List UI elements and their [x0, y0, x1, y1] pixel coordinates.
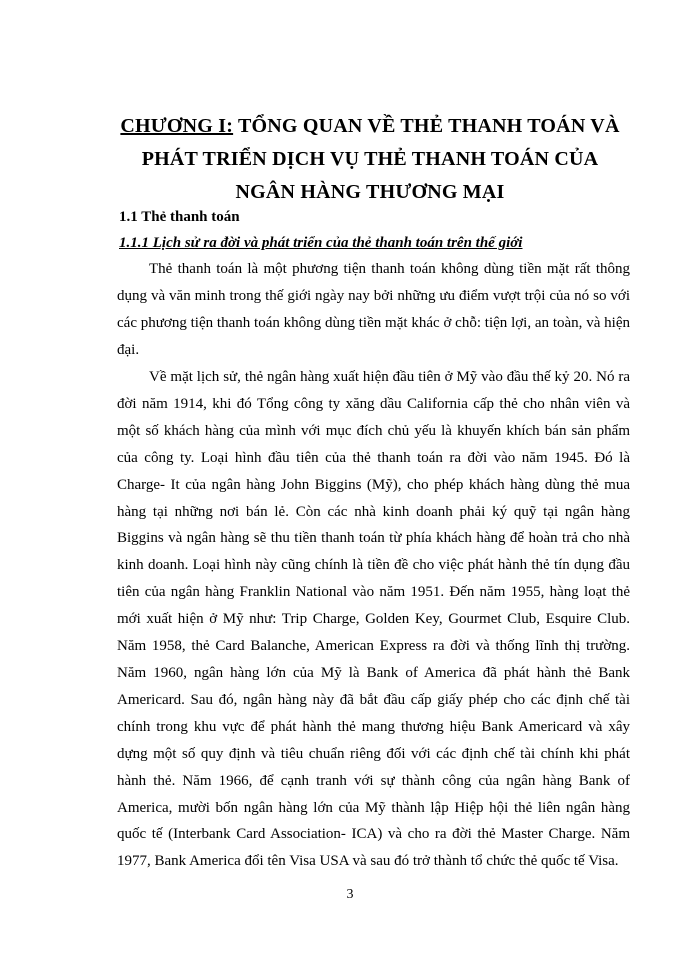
- chapter-title: [110, 110, 630, 209]
- body-paragraph-2: Về mặt lịch sử, thẻ ngân hàng xuất hiện đầu tiên ở Mỹ vào đầu thế kỷ 20. Nó ra đời năm 1914, khi đó Tổng công ty xăng dầu California cấp thẻ cho nhân viên và một số khách hàng của mình với mục đích chủ yếu là khuyến khích bán sản phẩm của công ty. Loại hình đầu tiên của thẻ thanh toán ra đời vào năm 1945. Đó là Charge- It của ngân hàng John Biggins (Mỹ), cho phép khách hàng dùng thẻ mua hàng tại những nơi bán lẻ. Còn các nhà kinh doanh phải ký quỹ tại ngân hàng Biggins và ngân hàng sẽ thu tiền thanh toán từ phía khách hàng để hoàn trả cho nhà kinh doanh. Loại hình này cũng chính là tiền đề cho việc phát hành thẻ tín dụng đầu tiên của ngân hàng Franklin National vào năm 1951. Đến năm 1955, hàng loạt thẻ mới xuất hiện ở Mỹ như: Trip Charge, Golden Key, Gourmet Club, Esquire Club. Năm 1958, thẻ Card Balanche, American Express ra đời và thống lĩnh thị trường. Năm 1960, ngân hàng lớn của Mỹ là Bank of America đã phát hành thẻ Bank Americard. Sau đó, ngân hàng này đã bắt đầu cấp giấy phép cho các định chế tài chính trong khu vực để phát hành thẻ mang thương hiệu Bank Americard và xây dựng một số quy định và tiêu chuẩn riêng đối với các định chế tài chính khi phát hành thẻ. Năm 1966, để cạnh tranh với sự thành công của ngân hàng Bank of America, mười bốn ngân hàng lớn của Mỹ thành lập Hiệp hội thẻ liên ngân hàng quốc tế (Interbank Card Association- ICA) và cho ra đời thẻ Master Charge. Năm 1977, Bank America đổi tên Visa USA và sau đó trở thành tổ chức thẻ quốc tế Visa.: [117, 369, 630, 870]
- chapter-title-text: TỔNG QUAN VỀ THẺ THANH TOÁN VÀ PHÁT TRIỂN DỊCH VỤ THẺ THANH TOÁN CỦA NGÂN HÀNG THƯƠNG MẠI: [141, 115, 620, 203]
- page-number: 3: [346, 887, 354, 902]
- subsection-heading: 1.1.1 Lịch sử ra đời và phát triển của thẻ thanh toán trên thế giới: [119, 235, 523, 251]
- body-paragraph-1: Thẻ thanh toán là một phương tiện thanh toán không dùng tiền mặt rất thông dụng và văn minh trong thế giới ngày nay bởi những ưu điểm vượt trội của nó so với các phương tiện thanh toán không dùng tiền mặt khác ở chỗ: tiện lợi, an toàn, và hiện đại.: [117, 261, 630, 358]
- chapter-label: CHƯƠNG I:: [120, 115, 234, 137]
- section-heading: 1.1 Thẻ thanh toán: [119, 209, 240, 225]
